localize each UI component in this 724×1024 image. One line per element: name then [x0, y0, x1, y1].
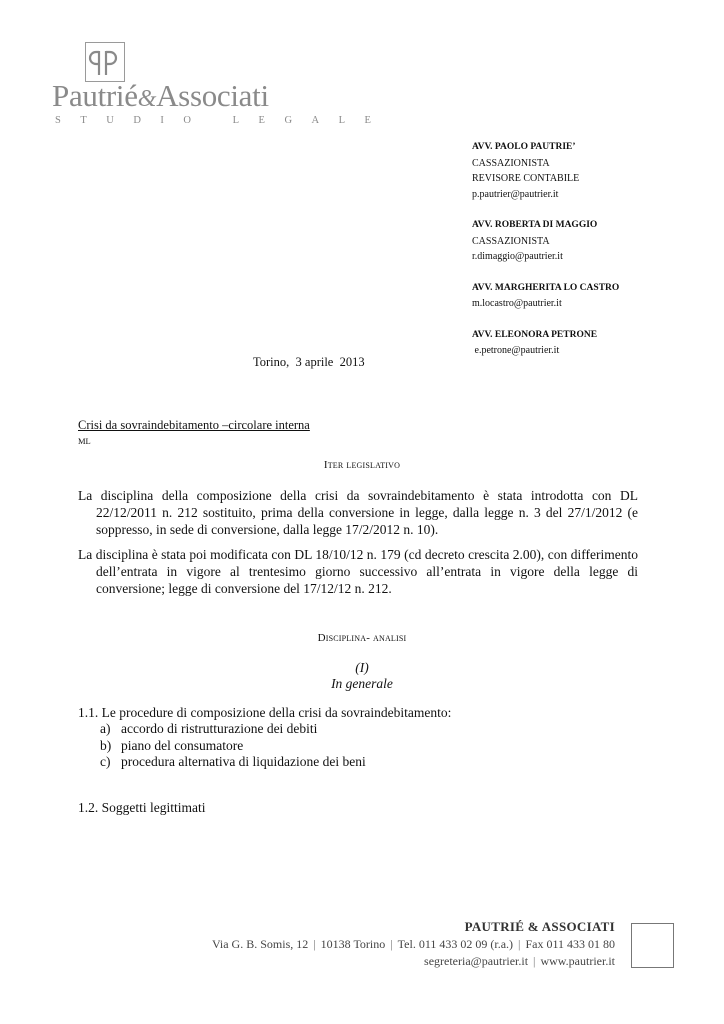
section-heading-disciplina: Disciplina- analisi — [317, 632, 407, 644]
point-heading: 1.2. Soggetti legittimati — [78, 800, 206, 815]
lawyer-email[interactable]: m.locastro@pautrier.it — [472, 298, 562, 309]
lawyer-name: AVV. PAOLO PAUTRIE’ — [472, 142, 576, 152]
lawyer-name: AVV. ELEONORA PETRONE — [472, 329, 598, 340]
footer-separator: | — [533, 954, 536, 968]
footer-city: 10138 Torino — [320, 937, 386, 951]
body-paragraph: La disciplina è stata poi modificata con DL 18/10/12 n. 179 (cd decreto crescita 2.00), con differimento dell’entrata in vigore al trentesimo giorno successivo all’entrata in vigore della legge di conversione; legge di conversione del 17/12/12 n. 212. — [78, 547, 638, 596]
lawyer-email[interactable]: p.pautrier@pautrier.it — [472, 188, 559, 200]
lawyer-name: AVV. MARGHERITA LO CASTRO — [472, 282, 620, 293]
list-item-text: piano del consumatore — [121, 737, 244, 753]
footer-phone: Tel. 011 433 02 09 (r.a.) — [397, 937, 514, 951]
footer-address — [212, 937, 615, 952]
chapter-title: In generale — [331, 676, 393, 691]
logo-wordmark — [52, 78, 269, 114]
lawyer-title: CASSAZIONISTA — [472, 157, 550, 169]
lawyer-entry — [472, 218, 712, 265]
footer-email[interactable]: segreteria@pautrier.it — [424, 954, 529, 968]
lawyer-entry — [472, 328, 712, 359]
lawyer-entry — [472, 140, 712, 202]
body-paragraph: La disciplina della composizione della crisi da sovraindebitamento è stata introdotta con DL 22/12/2011 n. 212 sostituito, prima della conversione in legge, dalla legge n. 3 del 27/1/2012 (e soppresso, in sede di conversione, dalla legge 17/2/2012 n. 10). — [78, 488, 638, 537]
procedures-list — [100, 721, 366, 771]
lawyers-list — [472, 140, 712, 375]
section-heading-iter: Iter legislativo — [323, 459, 401, 471]
lawyer-entry — [472, 281, 712, 312]
chapter-number: (I) — [355, 660, 369, 675]
footer-contacts — [424, 954, 615, 969]
footer-separator: | — [518, 937, 521, 951]
footer-empty-box — [631, 923, 674, 968]
list-item — [100, 738, 366, 755]
lawyer-title: REVISORE CONTABILE — [472, 173, 580, 184]
date-line: Torino, 3 aprile 2013 — [253, 355, 365, 369]
list-marker: b) — [100, 737, 112, 753]
subject-reference: ML — [78, 436, 91, 446]
logo-name-part2: Associati — [156, 78, 269, 113]
logo-ampersand: & — [137, 86, 157, 112]
list-marker: a) — [100, 721, 111, 736]
footer-fax: Fax 011 433 01 80 — [525, 937, 615, 951]
list-item-text: procedura alternativa di liquidazione dei beni — [121, 754, 366, 769]
point-heading: 1.1. Le procedure di composizione della crisi da sovraindebitamento: — [78, 705, 452, 720]
footer-website[interactable]: www.pautrier.it — [540, 954, 615, 968]
lawyer-email[interactable]: e.petrone@pautrier.it — [472, 345, 560, 356]
footer-separator: | — [313, 937, 316, 951]
footer-street: Via G. B. Somis, 12 — [211, 937, 309, 951]
logo-name-part1: Pautrié — [52, 78, 138, 113]
lawyer-title: CASSAZIONISTA — [472, 235, 550, 247]
logo-pp-icon — [86, 43, 124, 81]
lawyer-name: AVV. ROBERTA DI MAGGIO — [472, 220, 598, 230]
logo-monogram — [85, 42, 125, 82]
logo-tagline: STUDIO LEGALE — [55, 115, 391, 126]
list-item — [100, 754, 366, 771]
list-item — [100, 721, 366, 738]
footer-firm-name: PAUTRIÉ & ASSOCIATI — [464, 919, 615, 934]
lawyer-email[interactable]: r.dimaggio@pautrier.it — [472, 251, 563, 262]
subject-title: Crisi da sovraindebitamento –circolare interna — [78, 418, 310, 432]
footer-separator: | — [390, 937, 393, 951]
list-marker: c) — [100, 754, 111, 769]
list-item-text: accordo di ristrutturazione dei debiti — [121, 721, 318, 736]
